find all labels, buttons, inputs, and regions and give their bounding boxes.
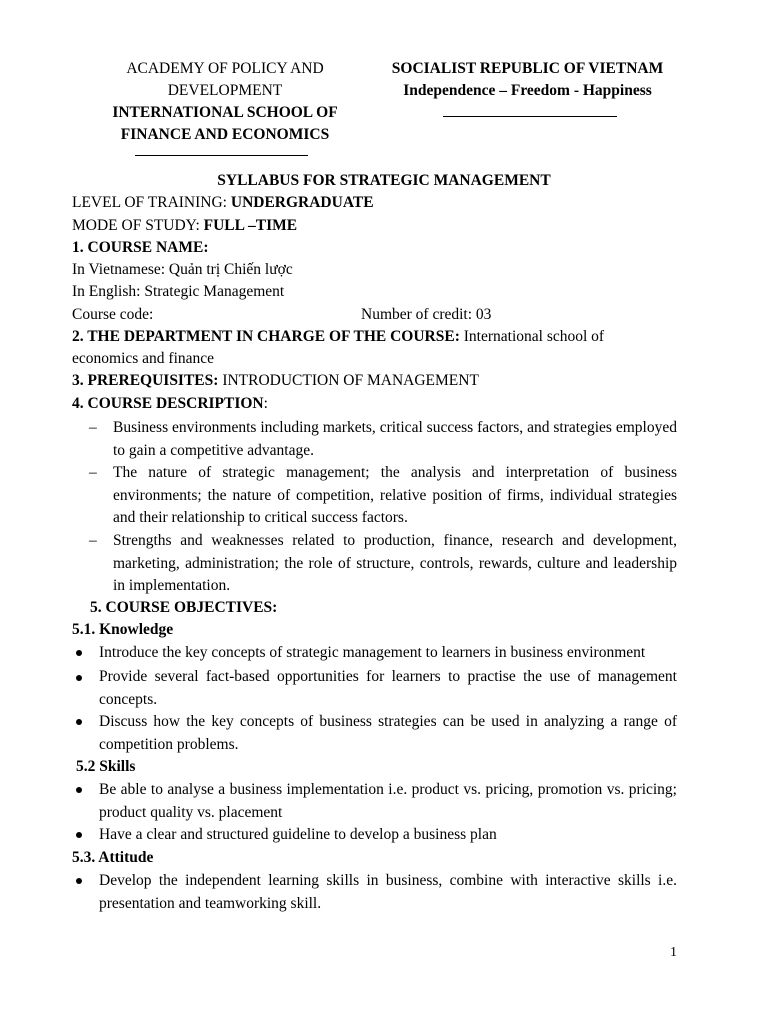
bullet-marker [76, 787, 82, 793]
knowledge-item: Provide several fact-based opportunities for learners to practise the use of management concepts. [99, 668, 677, 708]
bullet-marker [76, 832, 82, 838]
course-code-label: Course code: [72, 306, 154, 323]
mode-label: MODE OF STUDY: [72, 217, 204, 234]
department-line1 [72, 326, 604, 348]
header-right-rule [443, 116, 617, 117]
department-text-line1: International school of [459, 328, 605, 345]
bullet-marker [76, 878, 82, 884]
bullet-marker [76, 650, 82, 656]
course-name-vietnamese: In Vietnamese: Quản trị Chiến lược [72, 261, 293, 278]
course-description-colon: : [263, 395, 268, 412]
school-name-line1: INTERNATIONAL SCHOOL OF [112, 104, 338, 121]
level-label: LEVEL OF TRAINING: [72, 194, 231, 211]
skills-item: Have a clear and structured guideline to develop a business plan [99, 826, 497, 843]
skills-heading: 5.2 Skills [76, 758, 136, 775]
course-objectives-heading: 5. COURSE OBJECTIVES: [90, 599, 278, 616]
number-of-credit: Number of credit: 03 [361, 306, 492, 323]
bullet-marker [76, 675, 82, 681]
course-description-heading: 4. COURSE DESCRIPTION [72, 395, 264, 412]
syllabus-title: SYLLABUS FOR STRATEGIC MANAGEMENT [217, 172, 551, 189]
header-right-block [370, 58, 685, 102]
knowledge-item: Introduce the key concepts of strategic management to learners in business environment [99, 644, 646, 661]
course-name-english: In English: Strategic Management [72, 283, 285, 300]
skills-item: Be able to analyse a business implementation i.e. product vs. pricing, promotion vs. pricing; product quality vs. placement [99, 781, 677, 821]
description-item: Strengths and weaknesses related to production, finance, research and development, marketing, administration; the role of structure, controls, rewards, culture and leadership in implementation. [113, 532, 677, 594]
header-left-rule [135, 155, 308, 156]
course-name-heading: 1. COURSE NAME: [72, 239, 209, 256]
mode-of-study [72, 215, 297, 237]
knowledge-heading: 5.1. Knowledge [72, 621, 174, 638]
prerequisites [72, 370, 479, 392]
attitude-heading: 5.3. Attitude [72, 849, 154, 866]
header-left-block [100, 58, 350, 146]
mode-value: FULL –TIME [203, 217, 298, 234]
bullet-marker [76, 719, 82, 725]
dash-marker: – [89, 532, 97, 549]
national-motto: Independence – Freedom - Happiness [403, 82, 652, 99]
prerequisites-heading: 3. PREREQUISITES: [72, 372, 219, 389]
description-item: The nature of strategic management; the analysis and interpretation of business environments; the nature of competition, relative position of firms, individual strategies and their relationship to critical success factors. [113, 464, 677, 526]
prerequisites-text: INTRODUCTION OF MANAGEMENT [218, 372, 479, 389]
dash-marker: – [89, 464, 97, 481]
course-description-heading-line [72, 393, 268, 415]
department-heading: 2. THE DEPARTMENT IN CHARGE OF THE COURSE: [72, 328, 460, 345]
academy-name-line2: DEVELOPMENT [167, 82, 283, 99]
school-name-line2: FINANCE AND ECONOMICS [120, 126, 330, 143]
attitude-item: Develop the independent learning skills in business, combine with interactive skills i.e. presentation and teamworking skill. [99, 872, 677, 912]
dash-marker: – [89, 419, 97, 436]
knowledge-item: Discuss how the key concepts of business strategies can be used in analyzing a range of competition problems. [99, 713, 677, 753]
country-name: SOCIALIST REPUBLIC OF VIETNAM [391, 60, 664, 77]
academy-name-line1: ACADEMY OF POLICY AND [126, 60, 324, 77]
description-item: Business environments including markets, critical success factors, and strategies employed to gain a competitive advantage. [113, 419, 677, 459]
page-number: 1 [670, 945, 677, 960]
department-text-line2: economics and finance [72, 350, 215, 367]
level-of-training [72, 192, 374, 214]
level-value: UNDERGRADUATE [230, 194, 374, 211]
